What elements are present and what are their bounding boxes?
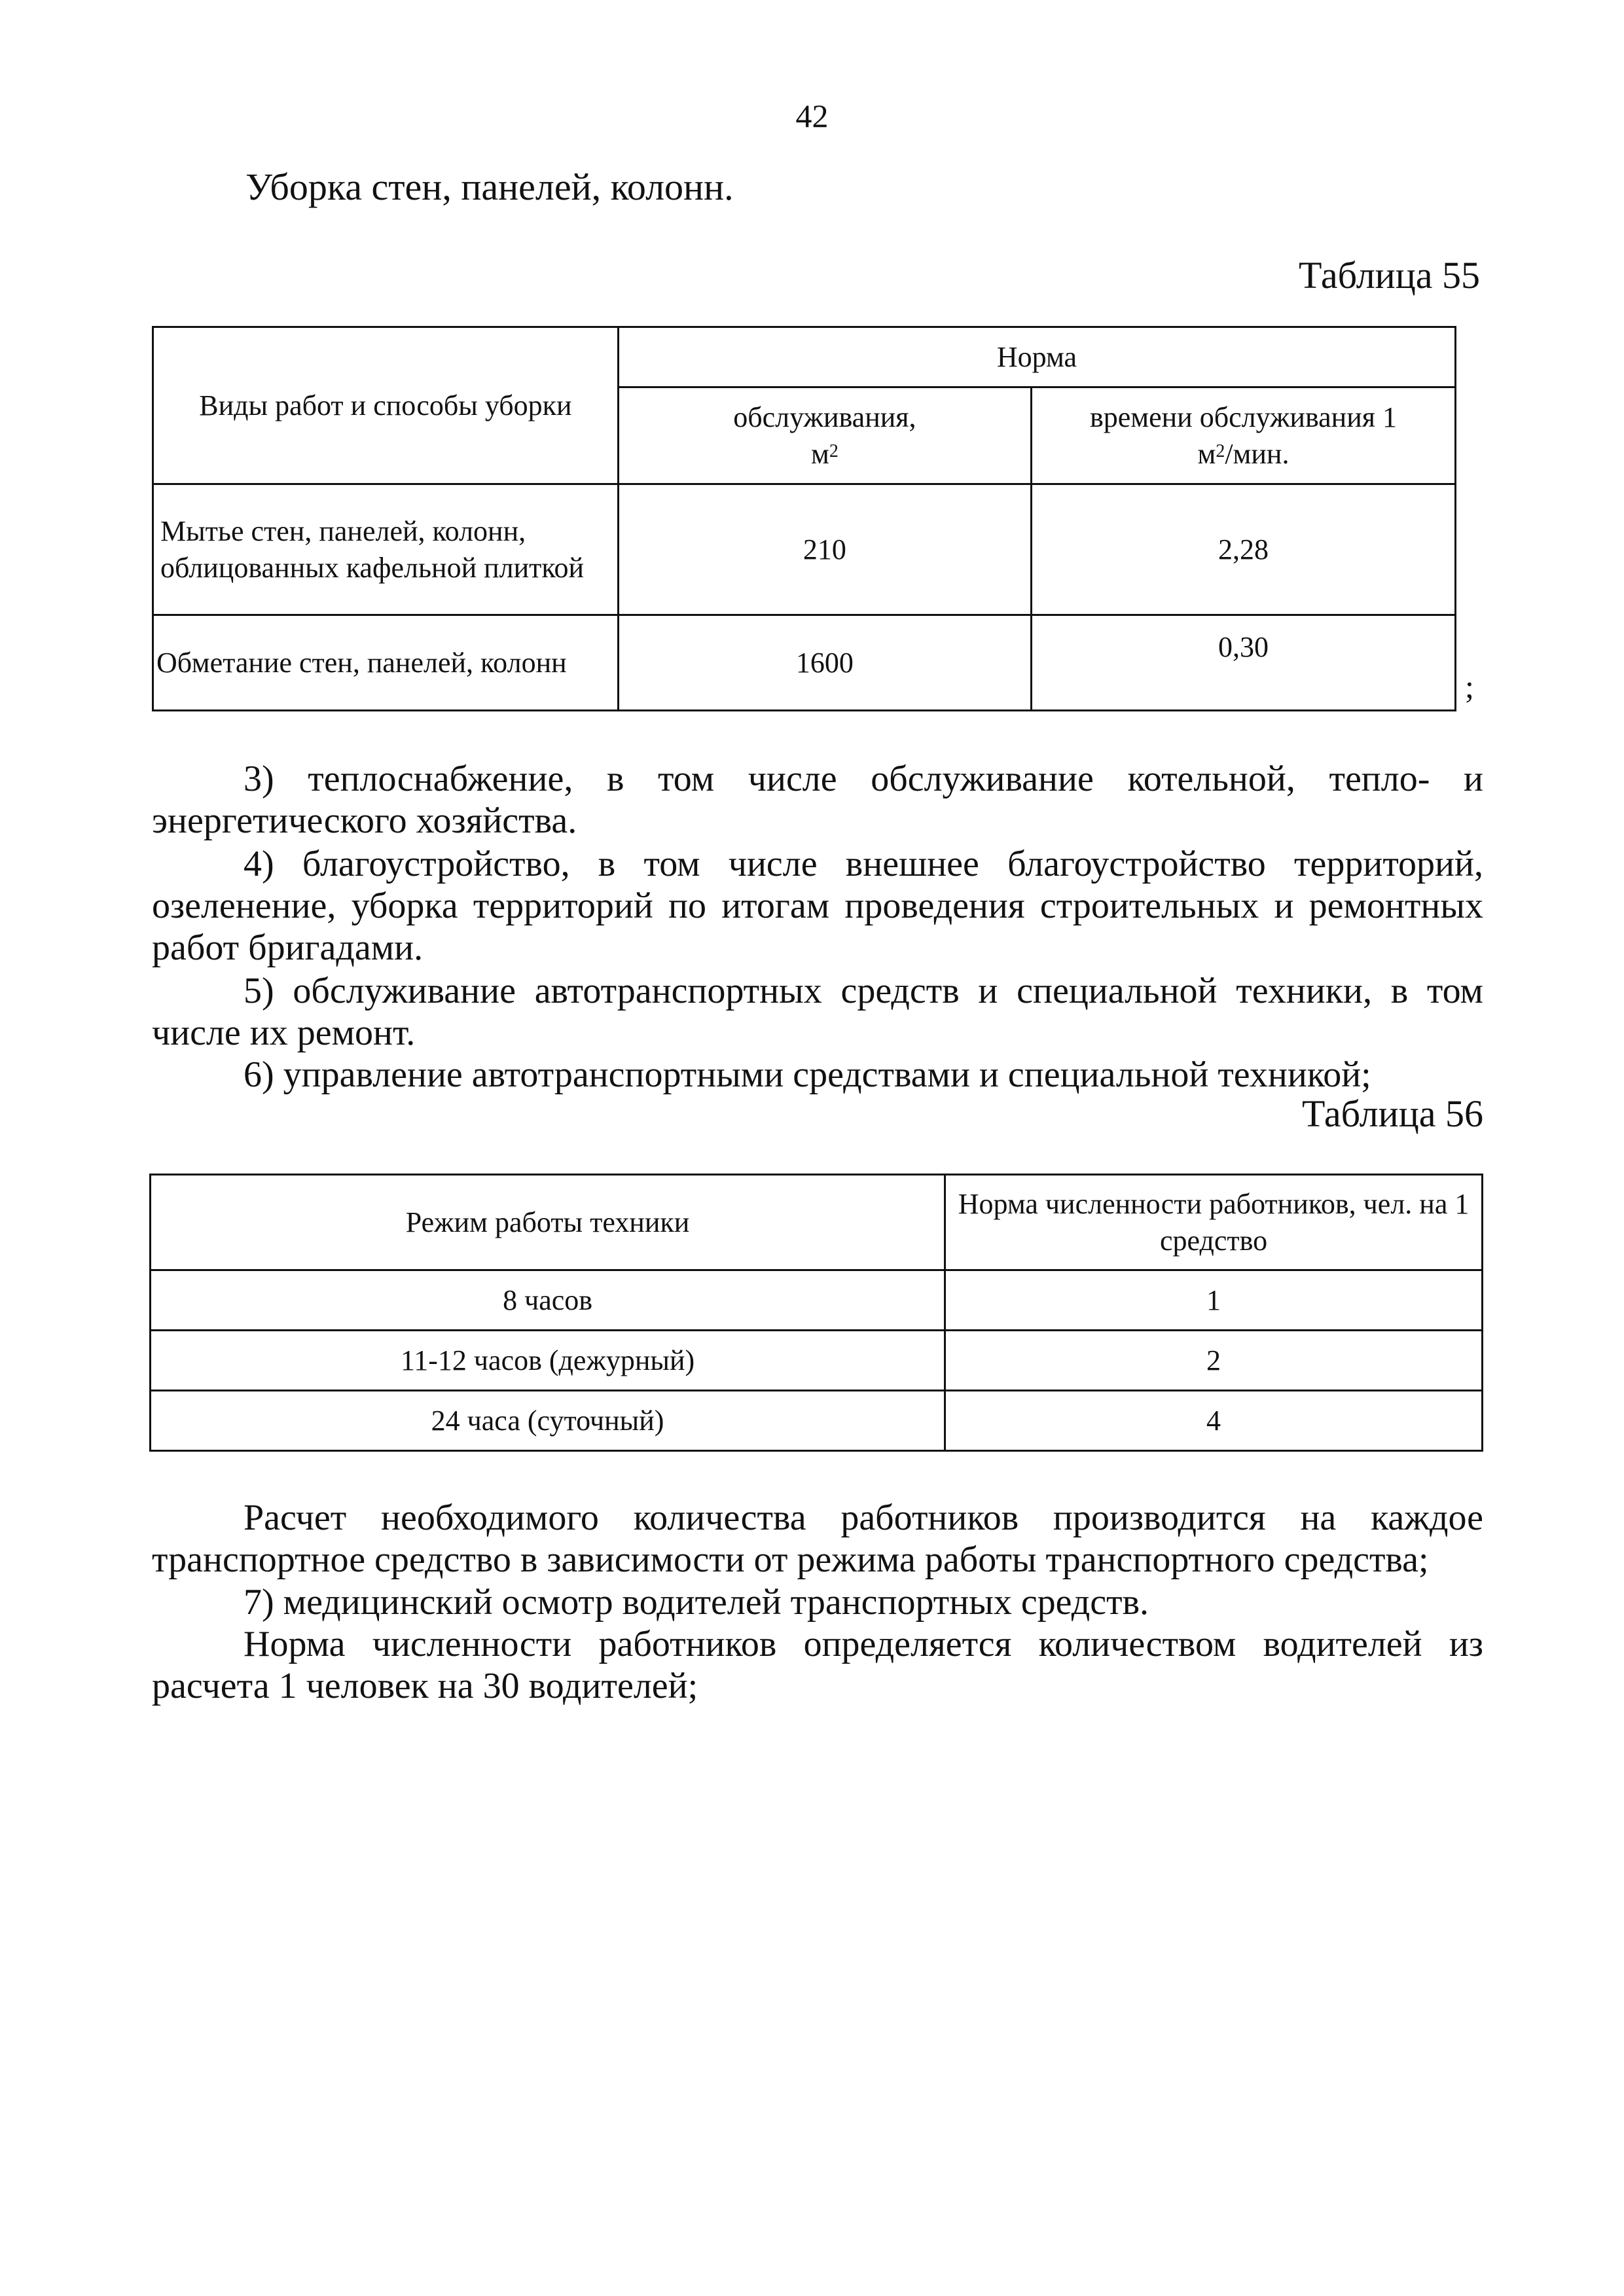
- table55-caption: Таблица 55: [1298, 254, 1480, 296]
- table56-header-row: [151, 1175, 1483, 1270]
- table55-cell-service: 210: [618, 484, 1031, 615]
- table55-header-service: [618, 387, 1031, 484]
- table56-cell-norm: 2: [945, 1331, 1483, 1391]
- table55-service-sup: 2: [829, 440, 839, 461]
- table55-time-label: времени обслуживания 1: [1089, 401, 1398, 433]
- table-row: [151, 1331, 1483, 1391]
- paragraph-4: 4) благоустройство, в том числе внешнее благоустройство территорий, озеленение, уборка территорий по итогам проведения строительных и ремонтных работ бригадами.: [152, 844, 1483, 968]
- table56-cell-mode: 24 часа (суточный): [151, 1391, 945, 1451]
- table-row: [151, 1270, 1483, 1331]
- paragraph-6: 6) управление автотранспортными средствами и специальной техникой;: [244, 1054, 1371, 1095]
- table56-cell-mode: 11-12 часов (дежурный): [151, 1331, 945, 1391]
- table55-cell-time: 0,30: [1031, 615, 1455, 711]
- table55-header-row: [153, 327, 1456, 387]
- table-row: [151, 1391, 1483, 1451]
- table-55: [152, 326, 1456, 711]
- trailing-semicolon: ;: [1465, 668, 1474, 705]
- paragraph-3: 3) теплоснабжение, в том числе обслуживание котельной, тепло- и энергетического хозяйства.: [152, 759, 1483, 841]
- table55-header-work: Виды работ и способы уборки: [153, 327, 619, 484]
- table56-cell-norm: 4: [945, 1391, 1483, 1451]
- table55-cell-work: Мытье стен, панелей, колонн, облицованных кафельной плиткой: [153, 484, 619, 615]
- table55-time-tail: /мин.: [1225, 437, 1290, 470]
- table55-header-norm: Норма: [618, 327, 1455, 387]
- table56-caption: Таблица 56: [1301, 1092, 1483, 1135]
- table55-cell-time: 2,28: [1031, 484, 1455, 615]
- table56-cell-norm: 1: [945, 1270, 1483, 1331]
- table55-header-time: [1031, 387, 1455, 484]
- paragraph-calc: Расчет необходимого количества работников производится на каждое транспортное средство в зависимости от режима работы транспортного средства;: [152, 1498, 1483, 1580]
- table55-service-label: обслуживания,: [733, 401, 916, 433]
- table55-cell-work: Обметание стен, панелей, колонн: [153, 615, 619, 711]
- table-row: [153, 484, 1456, 615]
- paragraph-norm: Норма численности работников определяется количеством водителей из расчета 1 человек на 30 водителей;: [152, 1624, 1483, 1706]
- table56-cell-mode: 8 часов: [151, 1270, 945, 1331]
- paragraph-7: 7) медицинский осмотр водителей транспортных средств.: [244, 1582, 1149, 1623]
- section-heading: Уборка стен, панелей, колонн.: [245, 166, 734, 208]
- paragraph-5: 5) обслуживание автотранспортных средств и специальной техники, в том числе их ремонт.: [152, 971, 1483, 1053]
- table-56: [149, 1174, 1483, 1452]
- page-number: 42: [795, 98, 829, 134]
- table55-time-unit: м: [1197, 437, 1216, 470]
- table-row: [153, 615, 1456, 711]
- table55-cell-service: 1600: [618, 615, 1031, 711]
- table56-header-mode: Режим работы техники: [151, 1175, 945, 1270]
- table56-header-norm: Норма численности работников, чел. на 1 средство: [945, 1175, 1483, 1270]
- table55-service-unit: м: [810, 437, 829, 470]
- table55-time-sup: 2: [1216, 440, 1225, 461]
